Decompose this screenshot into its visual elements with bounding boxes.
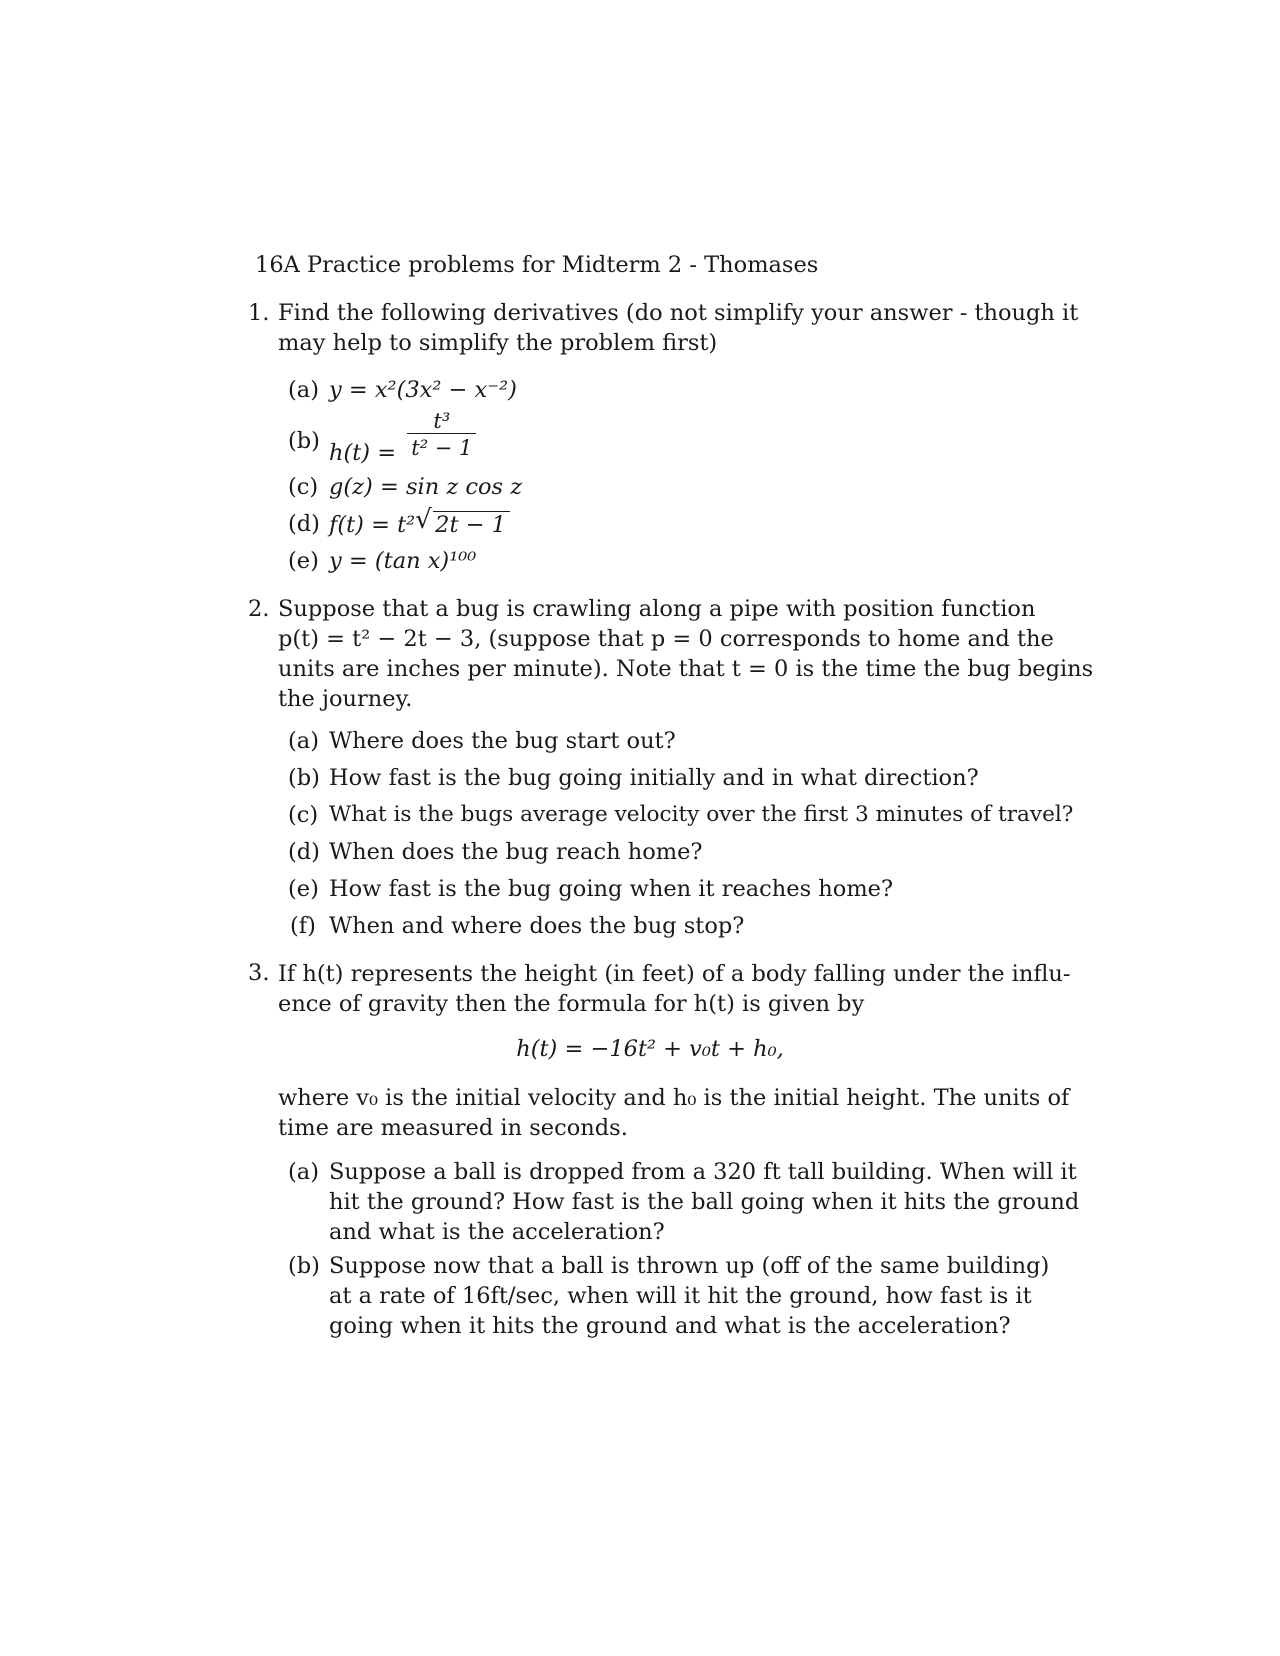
problem-2-part-c-text: What is the bugs average velocity over the first 3 minutes of travel? <box>329 802 1074 827</box>
problem-2-number: 2. <box>248 596 270 622</box>
problem-2-part-c-label: (c) <box>288 802 319 828</box>
problem-1-part-a-label: (a) <box>288 377 319 403</box>
problem-2-part-a-label: (a) <box>288 728 319 754</box>
problem-3-part-b-label: (b) <box>288 1253 320 1279</box>
problem-2-intro-line-2: p(t) = t² − 2t − 3, (suppose that p = 0 corresponds to home and the <box>278 626 1054 652</box>
problem-2-part-a-text: Where does the bug start out? <box>329 728 676 754</box>
problem-2-part-d-text: When does the bug reach home? <box>329 839 703 865</box>
problem-3-after-line-2: time are measured in seconds. <box>278 1115 628 1141</box>
problem-3-intro <box>278 959 1071 1019</box>
problem-1-intro-line-1: Find the following derivatives (do not simplify your answer - though it <box>278 300 1079 326</box>
problem-3-intro-line-2: ence of gravity then the formula for h(t) is given by <box>278 991 865 1017</box>
problem-1-intro-line-2: may help to simplify the problem first) <box>278 330 718 356</box>
problem-2-intro-line-3: units are inches per minute). Note that t = 0 is the time the bug begins <box>278 656 1094 682</box>
problem-1-part-d-radicand: 2t − 1 <box>433 511 510 538</box>
problem-3-part-b-line-1: Suppose now that a ball is thrown up (off of the same building) <box>329 1253 1050 1279</box>
problem-3-part-b-line-3: going when it hits the ground and what is the acceleration? <box>329 1313 1011 1339</box>
problem-3-number: 3. <box>248 960 270 986</box>
problem-1-part-e-label: (e) <box>288 548 319 574</box>
problem-1-part-a-expr: y = x²(3x² − x⁻²) <box>329 377 517 403</box>
problem-3-part-a-label: (a) <box>288 1159 319 1185</box>
problem-2-part-f-label: (f) <box>290 913 316 939</box>
problem-1-part-b-label: (b) <box>288 428 320 454</box>
problem-3-after <box>278 1083 1070 1143</box>
problem-3-part-b-text <box>329 1251 1050 1341</box>
problem-2-part-f-text: When and where does the bug stop? <box>329 913 745 939</box>
problem-1-part-d-lhs: f(t) = t² <box>329 512 416 538</box>
problem-2-part-b-label: (b) <box>288 765 320 791</box>
square-root-icon: √ 2t − 1 <box>415 511 510 538</box>
problem-3-part-a-line-2: hit the ground? How fast is the ball going when it hits the ground <box>329 1189 1080 1215</box>
problem-2-intro <box>278 594 1094 714</box>
problem-3-part-a-line-1: Suppose a ball is dropped from a 320 ft tall building. When will it <box>329 1159 1077 1185</box>
problem-1-part-e-expr: y = (tan x)¹⁰⁰ <box>329 548 477 574</box>
problem-2-part-b-text: How fast is the bug going initially and in what direction? <box>329 765 979 791</box>
problem-1-part-d-label: (d) <box>288 511 320 537</box>
problem-3-part-b-line-2: at a rate of 16ft/sec, when will it hit the ground, how fast is it <box>329 1283 1032 1309</box>
problem-1-part-d-expr <box>329 505 510 538</box>
problem-1-intro <box>278 298 1079 358</box>
problem-1-part-b-numerator: t³ <box>433 409 451 433</box>
problem-1-part-b-denominator: t² − 1 <box>407 433 476 460</box>
problem-2-part-e-label: (e) <box>288 876 319 902</box>
problem-1-number: 1. <box>248 300 270 326</box>
problem-1-part-b-expr <box>329 409 480 466</box>
problem-2-intro-line-4: the journey. <box>278 686 413 712</box>
problem-1-part-b-fraction <box>407 409 476 460</box>
problem-1-part-c-expr: g(z) = sin z cos z <box>329 474 523 500</box>
problem-3-part-a-text <box>329 1157 1080 1247</box>
problem-1-part-b-lhs: h(t) = <box>329 439 397 466</box>
problem-2-part-e-text: How fast is the bug going when it reaches home? <box>329 876 894 902</box>
problem-3-formula: h(t) = −16t² + v₀t + h₀, <box>516 1036 784 1062</box>
page-title: 16A Practice problems for Midterm 2 - Thomases <box>255 252 819 278</box>
problem-3-part-a-line-3: and what is the acceleration? <box>329 1219 665 1245</box>
problem-2-intro-line-1: Suppose that a bug is crawling along a pipe with position function <box>278 596 1036 622</box>
problem-2-part-d-label: (d) <box>288 839 320 865</box>
problem-3-intro-line-1: If h(t) represents the height (in feet) of a body falling under the influ- <box>278 961 1071 987</box>
problem-3-after-line-1: where v₀ is the initial velocity and h₀ is the initial height. The units of <box>278 1085 1070 1111</box>
problem-1-part-c-label: (c) <box>288 474 319 500</box>
